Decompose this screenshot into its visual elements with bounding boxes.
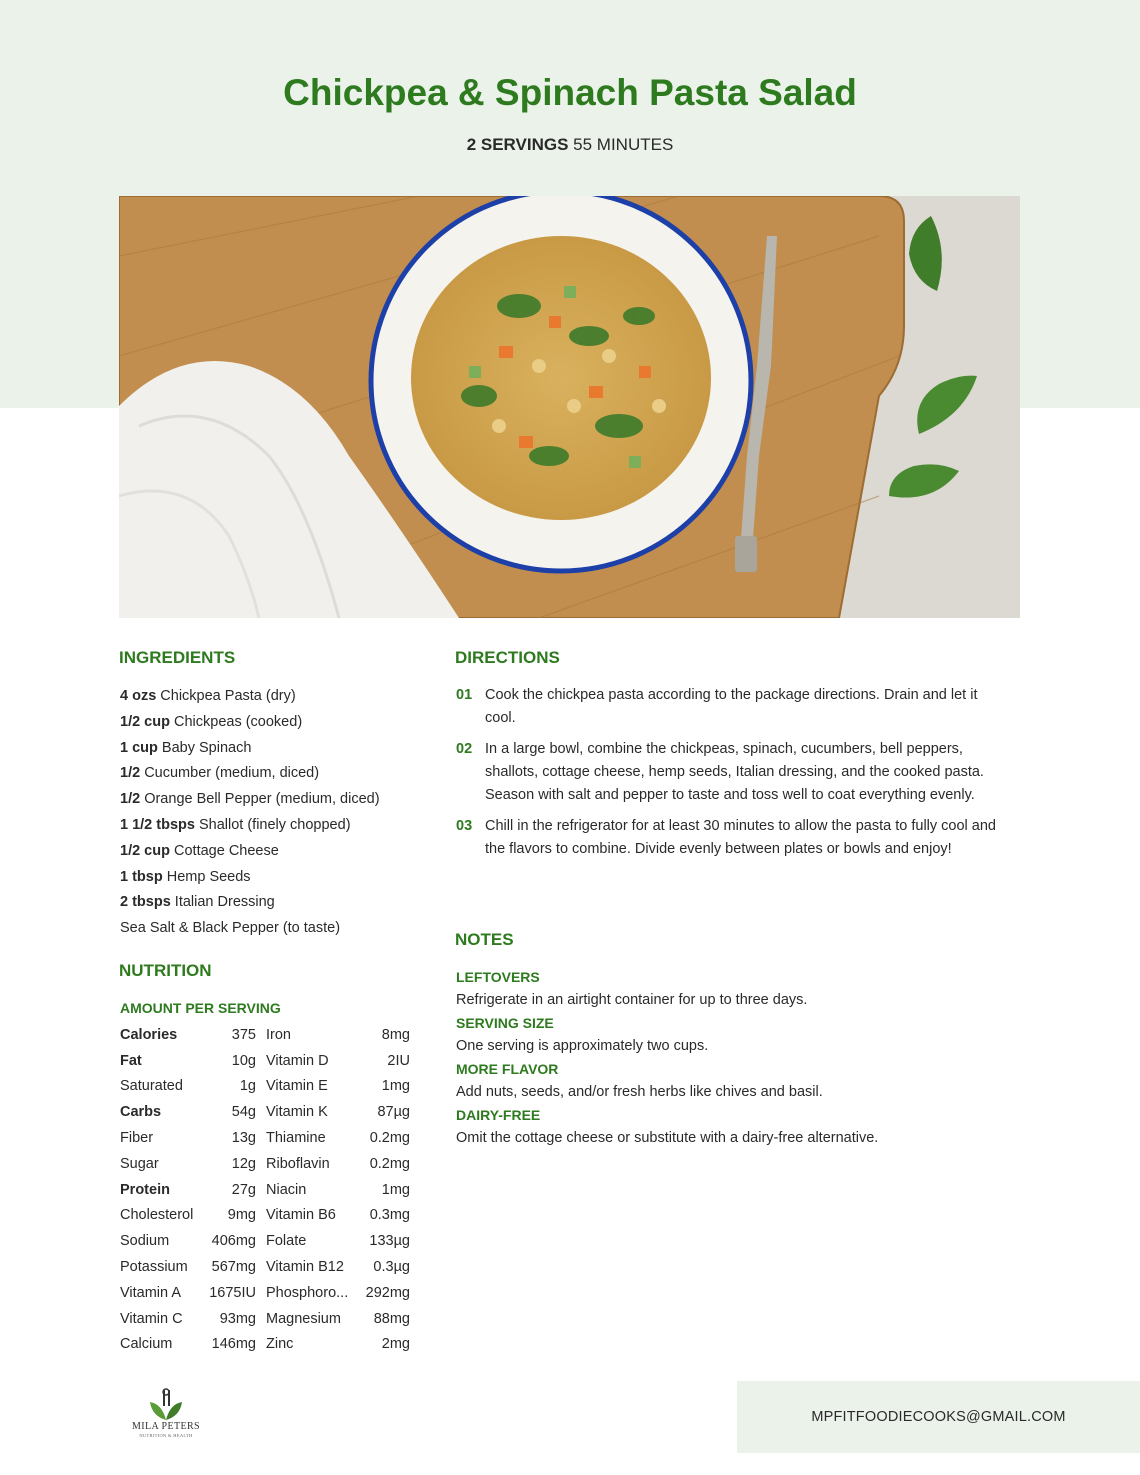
note-title: LEFTOVERS xyxy=(456,969,540,985)
nutrient-value: 292mg xyxy=(365,1284,410,1301)
table-row xyxy=(120,1254,410,1280)
notes-list xyxy=(456,966,1016,1150)
nutrition-subheading: AMOUNT PER SERVING xyxy=(120,1000,281,1016)
nutrient-label: Thiamine xyxy=(266,1130,326,1147)
nutrient-value: 93mg xyxy=(219,1310,256,1327)
nutrient-value: 0.2mg xyxy=(369,1130,410,1147)
nutrient-value: 1mg xyxy=(381,1078,410,1095)
nutrient-value: 1675IU xyxy=(209,1284,256,1301)
table-row xyxy=(120,1228,410,1254)
nutrient-value: 406mg xyxy=(211,1233,256,1250)
list-item: 2 tbsps Italian Dressing xyxy=(120,894,275,911)
directions-heading: DIRECTIONS xyxy=(455,648,560,667)
nutrient-label: Carbs xyxy=(120,1104,162,1121)
recipe-photo xyxy=(119,196,1020,618)
nutrient-label: Saturated xyxy=(120,1078,183,1095)
nutrient-label: Fat xyxy=(120,1052,142,1069)
nutrient-label: Calcium xyxy=(120,1336,173,1353)
list-item: 1/2 cup Cottage Cheese xyxy=(120,842,279,859)
nutrient-value: 567mg xyxy=(211,1259,256,1276)
servings-label: 2 SERVINGS xyxy=(466,135,569,154)
nutrient-value: 13g xyxy=(231,1130,256,1147)
nutrient-value: 146mg xyxy=(211,1336,256,1353)
table-row xyxy=(120,1048,410,1074)
list-item: 1 1/2 tbsps Shallot (finely chopped) xyxy=(120,816,351,833)
nutrient-label: Fiber xyxy=(120,1130,154,1147)
nutrient-value: 133µg xyxy=(369,1233,410,1250)
nutrient-label: Sugar xyxy=(120,1155,159,1172)
table-row xyxy=(120,1177,410,1203)
recipe-meta xyxy=(0,135,1140,155)
nutrient-value: 2IU xyxy=(387,1052,410,1069)
directions-list xyxy=(456,684,1011,869)
nutrient-value: 54g xyxy=(231,1104,256,1121)
nutrient-value: 9mg xyxy=(227,1207,256,1224)
nutrient-label: Zinc xyxy=(266,1336,294,1353)
brand-name: MILA PETERS xyxy=(131,1421,201,1432)
ingredients-heading: INGREDIENTS xyxy=(119,648,236,667)
direction-step: 01 Cook the chickpea pasta according to the package directions. Drain and let it cool. xyxy=(456,687,978,726)
nutrient-value: 87µg xyxy=(377,1104,410,1121)
nutrient-label: Folate xyxy=(266,1233,307,1250)
nutrient-label: Calories xyxy=(120,1026,178,1043)
contact-email-box xyxy=(737,1381,1140,1453)
list-item: 1/2 Cucumber (medium, diced) xyxy=(120,765,320,782)
list-item: 1/2 Orange Bell Pepper (medium, diced) xyxy=(120,791,380,808)
note-title: SERVING SIZE xyxy=(456,1015,554,1031)
nutrient-label: Sodium xyxy=(120,1233,170,1250)
nutrition-table xyxy=(120,1022,410,1357)
time-label: 55 MINUTES xyxy=(573,135,674,154)
notes-heading: NOTES xyxy=(455,930,514,949)
list-item: 1 cup Baby Spinach xyxy=(120,739,252,756)
direction-step: 02 In a large bowl, combine the chickpeas, spinach, cucumbers, bell peppers, shallots, cottage cheese, hemp seeds, Italian dressing, and the cooked pasta. Season with salt and pepper to taste and toss well to coat everything evenly. xyxy=(456,741,984,803)
nutrient-label: Vitamin A xyxy=(120,1284,181,1301)
nutrient-label: Magnesium xyxy=(266,1310,341,1327)
nutrient-label: Vitamin B12 xyxy=(266,1259,344,1276)
nutrient-label: Vitamin E xyxy=(266,1078,328,1095)
nutrient-value: 0.3mg xyxy=(369,1207,410,1224)
list-item: 1/2 cup Chickpeas (cooked) xyxy=(120,713,303,730)
note-text: Add nuts, seeds, and/or fresh herbs like chives and basil. xyxy=(456,1084,823,1100)
note-title: DAIRY-FREE xyxy=(456,1107,541,1123)
contact-email[interactable]: MPFITFOODIECOOKS@GMAIL.COM xyxy=(811,1409,1066,1425)
nutrient-label: Riboflavin xyxy=(266,1155,330,1172)
nutrient-value: 12g xyxy=(231,1155,256,1172)
nutrient-label: Vitamin C xyxy=(120,1310,183,1327)
nutrient-value: 2mg xyxy=(381,1336,410,1353)
nutrient-label: Vitamin D xyxy=(266,1052,329,1069)
nutrient-label: Phosphoro... xyxy=(266,1284,349,1301)
note-text: Refrigerate in an airtight container for up to three days. xyxy=(456,992,808,1008)
nutrient-value: 0.3µg xyxy=(373,1259,410,1276)
table-row xyxy=(120,1203,410,1229)
nutrient-value: 0.2mg xyxy=(369,1155,410,1172)
note-text: One serving is approximately two cups. xyxy=(456,1038,709,1054)
ingredients-list xyxy=(120,684,420,942)
nutrient-label: Niacin xyxy=(266,1181,307,1198)
nutrient-label: Protein xyxy=(120,1181,170,1198)
table-row xyxy=(120,1306,410,1332)
nutrient-value: 1mg xyxy=(381,1181,410,1198)
direction-step: 03 Chill in the refrigerator for at least 30 minutes to allow the pasta to fully cool and the flavors to combine. Divide evenly between plates or bowls and enjoy! xyxy=(456,818,996,857)
nutrient-value: 10g xyxy=(231,1052,256,1069)
table-row xyxy=(120,1074,410,1100)
table-row xyxy=(120,1099,410,1125)
list-item: 1 tbsp Hemp Seeds xyxy=(120,868,251,885)
note-title: MORE FLAVOR xyxy=(456,1061,559,1077)
nutrient-label: Cholesterol xyxy=(120,1207,194,1224)
list-item: Sea Salt & Black Pepper (to taste) xyxy=(120,920,341,937)
table-row xyxy=(120,1332,410,1358)
brand-tagline: NUTRITION & HEALTH xyxy=(139,1433,193,1438)
nutrient-value: 375 xyxy=(231,1026,256,1043)
table-row xyxy=(120,1151,410,1177)
nutrient-label: Potassium xyxy=(120,1259,188,1276)
note-text: Omit the cottage cheese or substitute with a dairy-free alternative. xyxy=(456,1130,879,1146)
table-row xyxy=(120,1125,410,1151)
list-item: 4 ozs Chickpea Pasta (dry) xyxy=(120,688,296,704)
nutrient-value: 27g xyxy=(231,1181,256,1198)
nutrient-label: Vitamin K xyxy=(266,1104,328,1121)
nutrient-value: 88mg xyxy=(373,1310,410,1327)
nutrient-label: Vitamin B6 xyxy=(266,1207,336,1224)
table-row xyxy=(120,1280,410,1306)
nutrition-heading: NUTRITION xyxy=(119,961,212,980)
table-row xyxy=(120,1022,410,1048)
recipe-title: Chickpea & Spinach Pasta Salad xyxy=(283,72,857,113)
nutrient-value: 1g xyxy=(239,1078,256,1095)
nutrient-value: 8mg xyxy=(381,1026,410,1043)
nutrient-label: Iron xyxy=(266,1026,291,1043)
